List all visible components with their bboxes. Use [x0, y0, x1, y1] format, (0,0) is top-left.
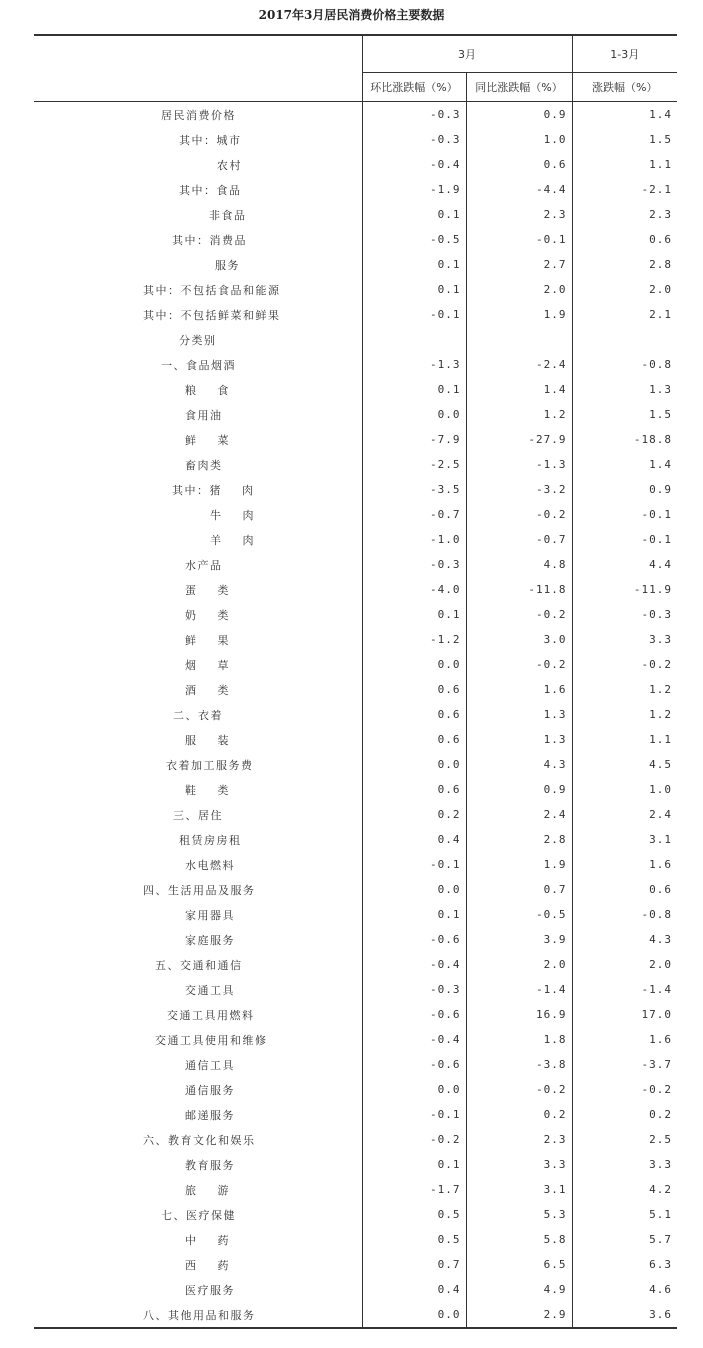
- cell-cum: 2.5: [572, 1127, 677, 1152]
- cell-mom: 0.1: [362, 202, 466, 227]
- cell-cum: 2.4: [572, 802, 677, 827]
- table-row: [34, 802, 677, 827]
- row-label: 粮 食: [185, 383, 230, 397]
- row-label: 其中：城市: [179, 133, 242, 147]
- cell-mom: 0.2: [362, 802, 466, 827]
- cell-mom: 0.0: [362, 877, 466, 902]
- cell-cum: 1.0: [572, 777, 677, 802]
- cell-mom: -1.3: [362, 352, 466, 377]
- table-row: [34, 1002, 677, 1027]
- row-label: 食用油: [185, 408, 223, 422]
- row-label: 鲜 菜: [185, 433, 230, 447]
- cell-yoy: 1.2: [466, 402, 572, 427]
- table-row: [34, 477, 677, 502]
- cell-yoy: 0.9: [466, 777, 572, 802]
- header-col-cum: 涨跌幅（%）: [572, 73, 677, 102]
- table-row: [34, 202, 677, 227]
- cell-cum: -3.7: [572, 1052, 677, 1077]
- row-label: 八、其他用品和服务: [34, 1302, 362, 1328]
- cell-cum: 6.3: [572, 1252, 677, 1277]
- cell-cum: -1.4: [572, 977, 677, 1002]
- table-row: [34, 1277, 677, 1302]
- row-label: 非食品: [209, 208, 247, 222]
- row-label: 羊 肉: [210, 533, 255, 547]
- cell-cum: 3.3: [572, 627, 677, 652]
- table-row: [34, 902, 677, 927]
- cell-cum: 0.6: [572, 227, 677, 252]
- cell-yoy: -0.2: [466, 652, 572, 677]
- table-body: [34, 102, 677, 1329]
- cell-yoy: 3.1: [466, 1177, 572, 1202]
- cell-cum: -0.1: [572, 502, 677, 527]
- cell-mom: -0.1: [362, 1102, 466, 1127]
- table-row: [34, 377, 677, 402]
- cell-yoy: 4.9: [466, 1277, 572, 1302]
- cell-yoy: -1.4: [466, 977, 572, 1002]
- cell-yoy: 0.6: [466, 152, 572, 177]
- cell-mom: -0.3: [362, 977, 466, 1002]
- cell-yoy: -0.5: [466, 902, 572, 927]
- cell-mom: 0.6: [362, 727, 466, 752]
- row-label: 鞋 类: [185, 783, 230, 797]
- row-label: 蛋 类: [185, 583, 230, 597]
- table-row: [34, 127, 677, 152]
- row-label: 中 药: [185, 1233, 230, 1247]
- cell-mom: -0.3: [362, 552, 466, 577]
- cell-mom: 0.5: [362, 1202, 466, 1227]
- row-label: 居民消费价格: [161, 108, 236, 122]
- row-label: 西 药: [185, 1258, 230, 1272]
- row-label: 酒 类: [185, 683, 230, 697]
- row-label: 农村: [217, 158, 242, 172]
- cell-cum: 4.2: [572, 1177, 677, 1202]
- row-label: 旅 游: [185, 1183, 230, 1197]
- table-row: [34, 277, 677, 302]
- cell-yoy: 3.9: [466, 927, 572, 952]
- cell-yoy: 3.3: [466, 1152, 572, 1177]
- cell-yoy: 1.9: [466, 302, 572, 327]
- cell-cum: -0.1: [572, 527, 677, 552]
- row-label: 七、医疗保健: [161, 1208, 236, 1222]
- cell-yoy: 2.0: [466, 277, 572, 302]
- cell-cum: 1.2: [572, 702, 677, 727]
- table-row: [34, 752, 677, 777]
- table-row: [34, 302, 677, 327]
- cell-mom: -0.2: [362, 1127, 466, 1152]
- cell-yoy: 5.8: [466, 1227, 572, 1252]
- cell-mom: -4.0: [362, 577, 466, 602]
- table-row: [34, 827, 677, 852]
- cell-mom: 0.0: [362, 402, 466, 427]
- cell-mom: 0.1: [362, 252, 466, 277]
- row-label: 衣着加工服务费: [166, 758, 254, 772]
- cell-mom: -0.3: [362, 102, 466, 128]
- cell-yoy: -11.8: [466, 577, 572, 602]
- cell-mom: -1.2: [362, 627, 466, 652]
- header-group-row: [34, 35, 677, 73]
- row-label: 交通工具: [185, 983, 235, 997]
- cell-yoy: 6.5: [466, 1252, 572, 1277]
- row-label: 其中：食品: [179, 183, 242, 197]
- row-label: 六、教育文化和娱乐: [143, 1133, 256, 1147]
- cell-mom: 0.0: [362, 752, 466, 777]
- cell-mom: -0.6: [362, 1052, 466, 1077]
- cell-cum: 2.0: [572, 952, 677, 977]
- table-row: [34, 1152, 677, 1177]
- row-label: 通信工具: [185, 1058, 235, 1072]
- cell-cum: -0.8: [572, 352, 677, 377]
- cell-yoy: 3.0: [466, 627, 572, 652]
- table-row: [34, 1027, 677, 1052]
- cell-yoy: 5.3: [466, 1202, 572, 1227]
- cell-mom: -0.4: [362, 1027, 466, 1052]
- table-row: [34, 977, 677, 1002]
- table-row: [34, 1127, 677, 1152]
- row-label: 一、食品烟酒: [161, 358, 236, 372]
- cell-mom: 0.0: [362, 652, 466, 677]
- cell-yoy: 2.8: [466, 827, 572, 852]
- cell-yoy: 2.4: [466, 802, 572, 827]
- cell-mom: -0.5: [362, 227, 466, 252]
- table-row: [34, 402, 677, 427]
- cell-mom: -0.1: [362, 852, 466, 877]
- cell-mom: 0.1: [362, 902, 466, 927]
- table-row: [34, 602, 677, 627]
- row-label: 教育服务: [185, 1158, 235, 1172]
- cell-yoy: 4.8: [466, 552, 572, 577]
- row-label: 服务: [215, 258, 240, 272]
- table-row: [34, 727, 677, 752]
- cpi-table: [34, 34, 677, 1329]
- cell-cum: 4.5: [572, 752, 677, 777]
- cell-cum: -0.3: [572, 602, 677, 627]
- cell-yoy: 1.3: [466, 727, 572, 752]
- table-row: [34, 1052, 677, 1077]
- cell-cum: 3.6: [572, 1302, 677, 1328]
- cell-cum: 1.2: [572, 677, 677, 702]
- cell-yoy: -0.2: [466, 602, 572, 627]
- cell-mom: 0.1: [362, 602, 466, 627]
- cell-cum: -2.1: [572, 177, 677, 202]
- table-row: [34, 252, 677, 277]
- cell-mom: 0.7: [362, 1252, 466, 1277]
- cell-yoy: -1.3: [466, 452, 572, 477]
- table-row: [34, 527, 677, 552]
- row-label: 交通工具用燃料: [167, 1008, 255, 1022]
- row-label: 奶 类: [185, 608, 230, 622]
- cell-cum: 1.6: [572, 1027, 677, 1052]
- row-label: 其中：消费品: [172, 233, 247, 247]
- cell-mom: -0.7: [362, 502, 466, 527]
- cell-mom: -2.5: [362, 452, 466, 477]
- row-label: 分类别: [179, 333, 217, 347]
- cell-cum: 3.1: [572, 827, 677, 852]
- cell-cum: 5.1: [572, 1202, 677, 1227]
- table-row: [34, 877, 677, 902]
- cell-cum: -0.8: [572, 902, 677, 927]
- row-label: 其中：猪 肉: [172, 483, 255, 497]
- row-label: 家用器具: [185, 908, 235, 922]
- table-header: [34, 35, 677, 102]
- cell-cum: 4.3: [572, 927, 677, 952]
- cell-yoy: 2.0: [466, 952, 572, 977]
- cell-mom: 0.4: [362, 1277, 466, 1302]
- row-label: 烟 草: [185, 658, 230, 672]
- table-row: [34, 177, 677, 202]
- cell-yoy: -0.2: [466, 1077, 572, 1102]
- table-row: [34, 427, 677, 452]
- table-row: [34, 852, 677, 877]
- cell-mom: -1.0: [362, 527, 466, 552]
- cell-cum: -0.2: [572, 652, 677, 677]
- cell-cum: 0.9: [572, 477, 677, 502]
- table-row: [34, 1102, 677, 1127]
- cell-cum: -18.8: [572, 427, 677, 452]
- cell-mom: -0.6: [362, 1002, 466, 1027]
- cell-yoy: 4.3: [466, 752, 572, 777]
- row-label: 服 装: [185, 733, 230, 747]
- table-row: [34, 702, 677, 727]
- cell-yoy: 1.0: [466, 127, 572, 152]
- cell-yoy: -2.4: [466, 352, 572, 377]
- cell-yoy: -0.1: [466, 227, 572, 252]
- table-row: [34, 577, 677, 602]
- table-row: [34, 1202, 677, 1227]
- row-label: 水电燃料: [185, 858, 235, 872]
- row-label: 其中：不包括鲜菜和鲜果: [143, 308, 281, 322]
- cell-mom: -1.9: [362, 177, 466, 202]
- cell-cum: 4.4: [572, 552, 677, 577]
- cell-mom: [362, 327, 466, 352]
- table-row: [34, 952, 677, 977]
- cell-cum: 2.3: [572, 202, 677, 227]
- cell-yoy: 1.6: [466, 677, 572, 702]
- header-col-yoy: 同比涨跌幅（%）: [466, 73, 572, 102]
- table-row: [34, 627, 677, 652]
- cell-yoy: 1.3: [466, 702, 572, 727]
- cell-yoy: 0.7: [466, 877, 572, 902]
- cell-mom: 0.0: [362, 1077, 466, 1102]
- table-row: [34, 102, 677, 128]
- cell-yoy: -3.8: [466, 1052, 572, 1077]
- table-row: [34, 652, 677, 677]
- table-row: [34, 552, 677, 577]
- cell-yoy: -4.4: [466, 177, 572, 202]
- cell-cum: [572, 327, 677, 352]
- cell-cum: 1.5: [572, 127, 677, 152]
- table-row: [34, 927, 677, 952]
- cell-cum: 1.4: [572, 452, 677, 477]
- cell-mom: -0.1: [362, 302, 466, 327]
- row-label: 水产品: [185, 558, 223, 572]
- cell-yoy: 2.3: [466, 1127, 572, 1152]
- row-label: 二、衣着: [173, 708, 223, 722]
- cell-yoy: -0.2: [466, 502, 572, 527]
- cell-cum: 4.6: [572, 1277, 677, 1302]
- cell-yoy: -3.2: [466, 477, 572, 502]
- cell-mom: -0.3: [362, 127, 466, 152]
- table-row: [34, 227, 677, 252]
- cell-yoy: -0.7: [466, 527, 572, 552]
- cell-yoy: -27.9: [466, 427, 572, 452]
- cell-cum: 0.2: [572, 1102, 677, 1127]
- cell-yoy: 1.9: [466, 852, 572, 877]
- row-label: 其中：不包括食品和能源: [143, 283, 281, 297]
- cell-cum: 1.4: [572, 102, 677, 128]
- cell-mom: 0.1: [362, 377, 466, 402]
- row-label: 三、居住: [173, 808, 223, 822]
- cell-mom: 0.1: [362, 277, 466, 302]
- cell-cum: 1.5: [572, 402, 677, 427]
- cell-mom: 0.0: [362, 1302, 466, 1328]
- cell-mom: 0.6: [362, 702, 466, 727]
- cell-yoy: 2.7: [466, 252, 572, 277]
- cell-yoy: 16.9: [466, 1002, 572, 1027]
- cell-mom: -0.6: [362, 927, 466, 952]
- row-label: 家庭服务: [185, 933, 235, 947]
- table-row: [34, 152, 677, 177]
- table-row: [34, 327, 677, 352]
- header-column-row: [34, 73, 677, 102]
- cell-yoy: 0.9: [466, 102, 572, 128]
- table-row: [34, 1177, 677, 1202]
- table-row: [34, 677, 677, 702]
- table-row: [34, 352, 677, 377]
- cell-mom: -0.4: [362, 152, 466, 177]
- table-row: [34, 777, 677, 802]
- row-label: 租赁房房租: [179, 833, 242, 847]
- cell-cum: 1.3: [572, 377, 677, 402]
- table-row: [34, 1252, 677, 1277]
- cell-mom: -3.5: [362, 477, 466, 502]
- header-group-q1: 1-3月: [572, 35, 677, 73]
- cell-cum: 3.3: [572, 1152, 677, 1177]
- row-label: 交通工具使用和维修: [155, 1033, 268, 1047]
- cell-cum: 2.8: [572, 252, 677, 277]
- cell-cum: 2.1: [572, 302, 677, 327]
- cell-yoy: 1.8: [466, 1027, 572, 1052]
- cell-cum: -0.2: [572, 1077, 677, 1102]
- table-row: [34, 1227, 677, 1252]
- cell-cum: 2.0: [572, 277, 677, 302]
- table-title: 2017年3月居民消费价格主要数据: [258, 8, 445, 22]
- cell-cum: 1.6: [572, 852, 677, 877]
- cell-cum: -11.9: [572, 577, 677, 602]
- cell-cum: 0.6: [572, 877, 677, 902]
- cell-cum: 1.1: [572, 152, 677, 177]
- cell-mom: -7.9: [362, 427, 466, 452]
- cell-mom: 0.6: [362, 677, 466, 702]
- header-blank-cell: [34, 73, 362, 102]
- cell-mom: 0.1: [362, 1152, 466, 1177]
- cell-cum: 1.1: [572, 727, 677, 752]
- cell-mom: 0.4: [362, 827, 466, 852]
- cell-mom: 0.6: [362, 777, 466, 802]
- row-label: 畜肉类: [185, 458, 223, 472]
- row-label: 邮递服务: [185, 1108, 235, 1122]
- table-row: [34, 452, 677, 477]
- cell-mom: 0.5: [362, 1227, 466, 1252]
- cell-yoy: 1.4: [466, 377, 572, 402]
- cell-yoy: 2.3: [466, 202, 572, 227]
- row-label: 五、交通和通信: [155, 958, 243, 972]
- cell-cum: 17.0: [572, 1002, 677, 1027]
- row-label: 通信服务: [185, 1083, 235, 1097]
- cell-mom: -1.7: [362, 1177, 466, 1202]
- cell-yoy: 0.2: [466, 1102, 572, 1127]
- table-row: [34, 1077, 677, 1102]
- cell-mom: -0.4: [362, 952, 466, 977]
- header-blank-cell: [34, 35, 362, 73]
- cell-yoy: [466, 327, 572, 352]
- table-row: [34, 502, 677, 527]
- header-group-march: 3月: [362, 35, 572, 73]
- header-col-mom: 环比涨跌幅（%）: [362, 73, 466, 102]
- row-label: 鲜 果: [185, 633, 230, 647]
- cell-yoy: 2.9: [466, 1302, 572, 1328]
- row-label: 四、生活用品及服务: [143, 883, 256, 897]
- table-row: [34, 1302, 677, 1328]
- cell-cum: 5.7: [572, 1227, 677, 1252]
- row-label: 医疗服务: [185, 1283, 235, 1297]
- row-label: 牛 肉: [210, 508, 255, 522]
